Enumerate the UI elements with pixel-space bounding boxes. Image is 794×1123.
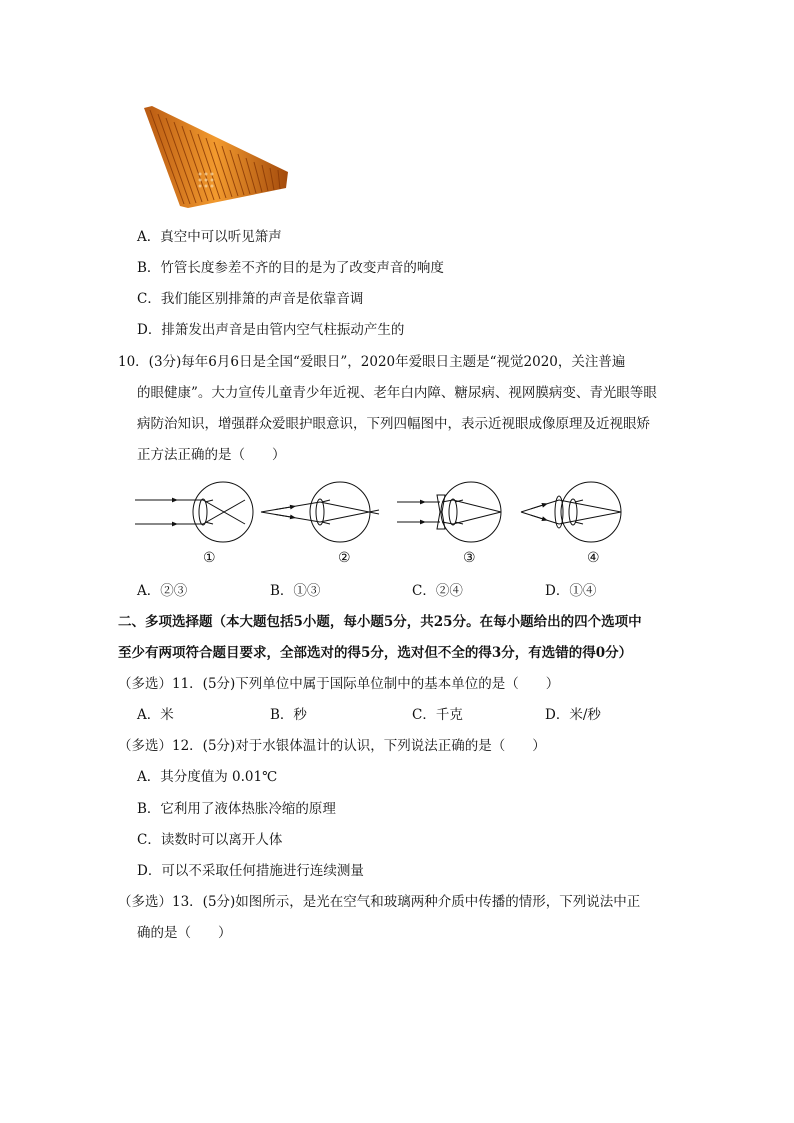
q9-option-d: D．排箫发出声音是由管内空气柱振动产生的 <box>137 322 405 338</box>
figure-label-4: ④ <box>587 550 600 566</box>
figure-label-1: ① <box>203 550 216 566</box>
q9-option-b: B．竹管长度参差不齐的目的是为了改变声音的响度 <box>137 260 444 276</box>
q11-option-b: B．秒 <box>270 707 307 723</box>
q13-stem-line-1: （多选）13．(5分)如图所示，是光在空气和玻璃两种介质中传播的情形，下列说法中正 <box>118 894 641 910</box>
pan-pipe-image <box>140 102 290 212</box>
q11-option-d: D．米/秒 <box>545 707 601 723</box>
q11-stem: （多选）11．(5分)下列单位中属于国际单位制中的基本单位的是（ ） <box>118 676 560 692</box>
section-2-heading-line-2: 至少有两项符合题目要求，全部选对的得5分，选对但不全的得3分，有选错的得0分） <box>118 645 633 661</box>
figure-label-3: ③ <box>463 550 476 566</box>
q10-stem-line-4: 正方法正确的是（ ） <box>137 447 286 463</box>
q10-stem-line-1: 10．(3分)每年6月6日是全国“爱眼日”，2020年爱眼日主题是“视觉2020，关注普遍 <box>118 354 626 370</box>
q10-stem-line-3: 病防治知识，增强群众爱眼护眼意识，下列四幅图中，表示近视眼成像原理及近视眼矫 <box>137 416 650 432</box>
eye-diagram-2 <box>261 482 379 542</box>
q12-option-a: A．其分度值为 0.01℃ <box>137 769 278 785</box>
q12-option-c: C．读数时可以离开人体 <box>137 832 283 848</box>
section-2-heading-line-1: 二、多项选择题（本大题包括5小题，每小题5分，共25分。在每小题给出的四个选项中 <box>118 614 642 630</box>
q10-option-b: B．①③ <box>270 583 321 599</box>
eye-diagram-4 <box>521 482 621 542</box>
q10-stem-line-2: 的眼健康”。大力宣传儿童青少年近视、老年白内障、糖尿病、视网膜病变、青光眼等眼 <box>137 385 657 401</box>
eye-diagram-3 <box>397 482 501 542</box>
q12-stem: （多选）12．(5分)对于水银体温计的认识，下列说法正确的是（ ） <box>118 738 546 754</box>
q12-option-b: B．它利用了液体热胀冷缩的原理 <box>137 801 336 817</box>
q11-option-c: C．千克 <box>412 707 463 723</box>
eye-diagrams-figure <box>135 478 635 546</box>
q11-option-a: A．米 <box>137 707 174 723</box>
eye-diagram-1 <box>135 482 253 542</box>
q10-option-c: C．②④ <box>412 583 463 599</box>
q12-option-d: D．可以不采取任何措施进行连续测量 <box>137 863 364 879</box>
q13-stem-line-2: 确的是（ ） <box>137 925 232 941</box>
q9-option-a: A．真空中可以听见箫声 <box>137 229 282 245</box>
q10-option-d: D．①④ <box>545 583 597 599</box>
q10-option-a: A．②③ <box>137 583 188 599</box>
q9-option-c: C．我们能区别排箫的声音是依靠音调 <box>137 291 364 307</box>
figure-label-2: ② <box>338 550 351 566</box>
